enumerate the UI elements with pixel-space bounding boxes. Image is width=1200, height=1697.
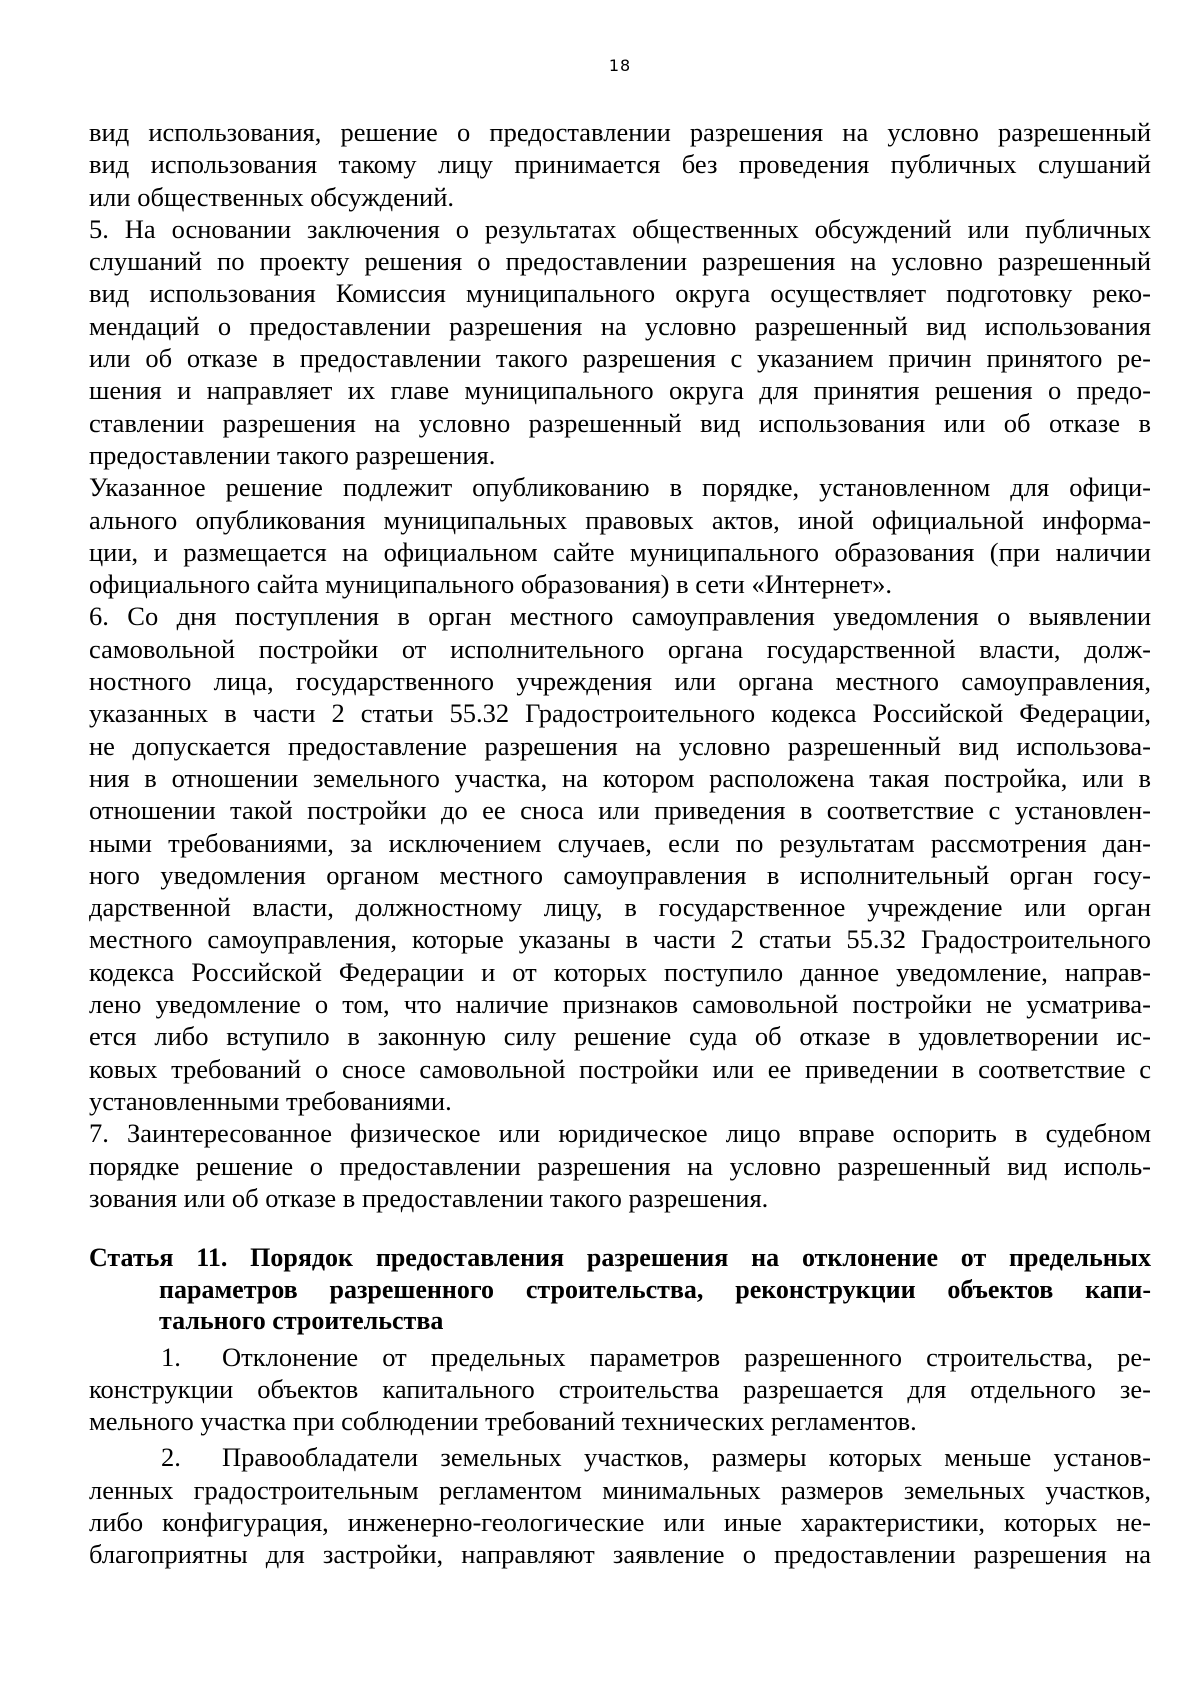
article-heading — [89, 1242, 1151, 1337]
text-line: Правообладатели земельных участков, размеры которых меньше установ- — [222, 1442, 1151, 1473]
text-line: вид использования такому лицу принимается без проведения публичных слушаний — [89, 149, 1151, 180]
text-line: 7. Заинтересованное физическое или юридическое лицо вправе оспорить в судебном — [89, 1118, 1151, 1149]
text-line: официального сайта муниципального образования) в сети «Интернет». — [89, 569, 893, 600]
text-line: ными требованиями, за исключением случаев, если по результатам рассмотрения дан- — [89, 827, 1151, 858]
text-line: предоставлении такого разрешения. — [89, 439, 496, 470]
text-line: не допускается предоставление разрешения на условно разрешенный вид использова- — [89, 730, 1151, 761]
text-line: 5. На основании заключения о результатах общественных обсуждений или публичных — [89, 213, 1151, 244]
text-line: Указанное решение подлежит опубликованию в порядке, установленном для офици- — [89, 472, 1151, 503]
text-line: установленными требованиями. — [89, 1085, 452, 1116]
item-first-line — [89, 1341, 1151, 1373]
text-line: зования или об отказе в предоставлении такого разрешения. — [89, 1182, 769, 1213]
text-line: ставлении разрешения на условно разрешенный вид использования или об отказе в — [89, 407, 1151, 438]
heading-line: параметров разрешенного строительства, реконструкции объектов капи- — [159, 1274, 1151, 1304]
text-line: кодекса Российской Федерации и от которых поступило данное уведомление, направ- — [89, 956, 1151, 987]
text-line: отношении такой постройки до ее сноса или приведения в соответствие с установлен- — [89, 795, 1151, 826]
text-line: ленных градостроительным регламентом минимальных размеров земельных участков, — [89, 1474, 1151, 1505]
text-line: вид использования Комиссия муниципального округа осуществляет подготовку реко- — [89, 278, 1151, 309]
text-line: шения и направляет их главе муниципального округа для принятия решения о предо- — [89, 375, 1151, 406]
document-body — [89, 116, 1151, 1571]
text-line: мендаций о предоставлении разрешения на условно разрешенный вид использования — [89, 310, 1151, 341]
text-line: ального опубликования муниципальных правовых актов, иной официальной информа- — [89, 504, 1151, 535]
text-line: слушаний по проекту решения о предоставлении разрешения на условно разрешенный — [89, 246, 1151, 277]
paragraph-clause-7 — [89, 1117, 1151, 1214]
paragraph-clause-6 — [89, 600, 1151, 1117]
text-line: указанных в части 2 статьи 55.32 Градостроительного кодекса Российской Федерации, — [89, 698, 1151, 729]
numbered-item-2 — [89, 1441, 1151, 1570]
heading-line: Статья 11. Порядок предоставления разрешения на отклонение от предельных — [89, 1243, 1151, 1273]
text-line: порядке решение о предоставлении разрешения на условно разрешенный вид исполь- — [89, 1150, 1151, 1181]
item-number: 1. — [161, 1341, 181, 1372]
text-line: мельного участка при соблюдении требований технических регламентов. — [89, 1406, 917, 1437]
text-line: лено уведомление о том, что наличие признаков самовольной постройки не усматрива- — [89, 989, 1151, 1020]
text-line: вид использования, решение о предоставлении разрешения на условно разрешенный — [89, 117, 1151, 147]
item-number: 2. — [161, 1442, 181, 1473]
text-line: ния в отношении земельного участка, на котором расположена такая постройка, или в — [89, 762, 1151, 793]
heading-line: тального строительства — [159, 1306, 444, 1336]
paragraph-clause-5 — [89, 213, 1151, 471]
text-line: самовольной постройки от исполнительного органа государственной власти, долж- — [89, 633, 1151, 664]
text-line: 6. Со дня поступления в орган местного самоуправления уведомления о выявлении — [89, 601, 1151, 632]
numbered-item-1 — [89, 1341, 1151, 1438]
text-line: либо конфигурация, инженерно-геологические или иные характеристики, которых не- — [89, 1507, 1151, 1538]
paragraph-continuation — [89, 116, 1151, 213]
text-line: ного уведомления органом местного самоуправления в исполнительный орган госу- — [89, 859, 1151, 890]
text-line: дарственной власти, должностному лицу, в государственное учреждение или орган — [89, 892, 1151, 923]
text-line: благоприятны для застройки, направляют заявление о предоставлении разрешения на — [89, 1539, 1151, 1570]
text-line: ностного лица, государственного учреждения или органа местного самоуправления, — [89, 666, 1151, 697]
item-first-line — [89, 1441, 1151, 1473]
text-line: или об отказе в предоставлении такого разрешения с указанием причин принятого ре- — [89, 343, 1151, 374]
paragraph-publication — [89, 471, 1151, 600]
text-line: ется либо вступило в законную силу решение суда об отказе в удовлетворении ис- — [89, 1021, 1151, 1052]
text-line: Отклонение от предельных параметров разрешенного строительства, ре- — [222, 1341, 1151, 1372]
text-line: местного самоуправления, которые указаны в части 2 статьи 55.32 Градостроительного — [89, 924, 1151, 955]
text-line: ции, и размещается на официальном сайте муниципального образования (при наличии — [89, 536, 1151, 567]
text-line: ковых требований о сносе самовольной постройки или ее приведении в соответствие с — [89, 1053, 1151, 1084]
page-number: 18 — [608, 56, 632, 75]
text-line: конструкции объектов капитального строительства разрешается для отдельного зе- — [89, 1373, 1151, 1404]
text-line: или общественных обсуждений. — [89, 181, 455, 212]
